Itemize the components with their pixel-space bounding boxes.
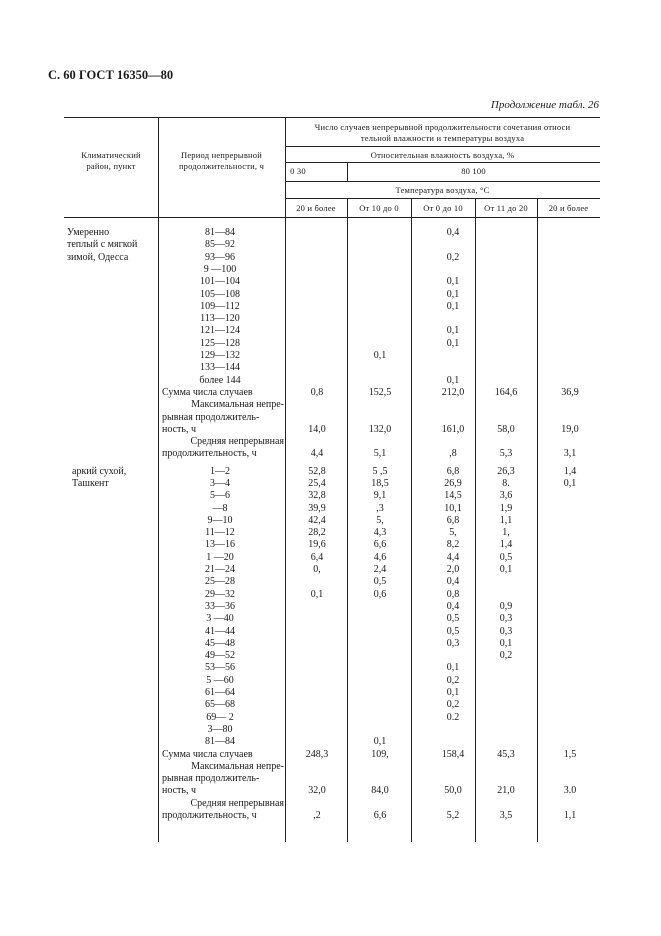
summary-value: 5,2 (446, 810, 460, 822)
region-label: аркий сухой, (72, 465, 127, 477)
value-cell: 8,2 (446, 539, 460, 551)
summary-label: Максимальная непре- (191, 399, 284, 411)
value-cell: 0,1 (446, 300, 460, 312)
humidity-high: 80 100 (461, 166, 486, 176)
summary-value: 152,5 (368, 386, 392, 398)
summary-value: 36,9 (561, 386, 579, 398)
summary-label: Сумма числа случаев (162, 748, 253, 760)
period-cell: 1 —20 (206, 551, 234, 563)
period-cell: 121—124 (200, 325, 240, 337)
summary-value: 58,0 (497, 423, 515, 435)
summary-value: 1,1 (563, 810, 577, 822)
value-cell: 0,1 (563, 477, 577, 489)
value-cell: 1,4 (563, 465, 577, 477)
subheader-rule (285, 198, 600, 199)
value-cell: 0,3 (499, 613, 513, 625)
summary-value: 19,0 (561, 423, 579, 435)
region-label: Умеренно (67, 227, 110, 238)
value-cell: 8. (502, 477, 510, 489)
summary-value: 158,4 (441, 748, 465, 760)
value-cell: 18,5 (371, 477, 389, 489)
period-header-line1: Период непрерывной (181, 150, 262, 160)
period-cell: 33—36 (205, 600, 235, 612)
summary-label: ность, ч (162, 785, 196, 797)
col-rule-3 (537, 198, 538, 842)
value-cell: 0,1 (446, 687, 460, 699)
value-cell: 0,4 (446, 227, 460, 238)
region-header-line1: Климатический (81, 150, 141, 160)
period-cell: 5—6 (210, 490, 230, 502)
period-cell: 113—120 (200, 313, 240, 325)
value-cell: 14,5 (444, 490, 462, 502)
period-cell: 65—68 (205, 699, 235, 711)
value-cell: 2,4 (373, 564, 387, 576)
subheader-col-0: 20 и более (296, 203, 336, 213)
value-cell: 0, (313, 564, 321, 576)
col-rule-0 (347, 198, 348, 842)
period-cell: 129—132 (200, 350, 240, 361)
value-cell: 5, (376, 514, 384, 526)
summary-value: 50,0 (444, 785, 462, 797)
summary-label: Средняя непрерывная (190, 436, 284, 448)
subheader-col-1: От 10 до 0 (359, 203, 399, 213)
summary-value: 1,5 (563, 748, 577, 760)
humidity-values-rule (285, 162, 600, 163)
value-cell: 0,5 (499, 551, 513, 563)
period-cell: 53—56 (205, 662, 235, 674)
value-cell: 1,4 (499, 539, 513, 551)
period-cell: 45—48 (205, 637, 235, 649)
period-cell: 105—108 (200, 288, 240, 300)
value-cell: 0,2 (499, 650, 513, 662)
value-cell: 4,6 (373, 551, 387, 563)
value-cell: 0,2 (446, 674, 460, 686)
value-cell: 6,6 (373, 539, 387, 551)
value-cell: 0,3 (446, 637, 460, 649)
period-cell: 25—28 (205, 576, 235, 588)
value-cell: 5, (449, 527, 457, 539)
period-cell: 61—64 (205, 687, 235, 699)
summary-value: 5,3 (499, 448, 513, 460)
value-cell: 0,1 (373, 350, 387, 361)
period-cell: 101—104 (200, 276, 240, 288)
subheader-col-3: От 11 до 20 (484, 203, 528, 213)
summary-label: продолжительность, ч (162, 810, 257, 822)
summary-value: 3,5 (499, 810, 513, 822)
summary-label: продолжительность, ч (162, 448, 257, 460)
value-cell: 25,4 (308, 477, 326, 489)
period-cell: 9 —100 (203, 263, 237, 275)
summary-value: 84,0 (371, 785, 389, 797)
value-cell: 26,3 (497, 465, 515, 477)
value-cell: 0,1 (499, 637, 513, 649)
summary-value: 3,1 (563, 448, 577, 460)
subheader-col-2: От 0 до 10 (423, 203, 463, 213)
value-cell: 6,8 (446, 514, 460, 526)
value-cell: 5 ,5 (372, 465, 388, 477)
period-cell: 9—10 (207, 514, 233, 526)
col-rule-region (158, 117, 159, 842)
period-header-line2: продолжительности, ч (178, 161, 265, 171)
value-cell: 0,9 (499, 600, 513, 612)
temperature-rule (285, 181, 600, 182)
summary-value: ,8 (449, 448, 457, 460)
value-cell: 4,4 (446, 551, 460, 563)
period-cell: 29—32 (205, 588, 235, 600)
humidity-rule (285, 146, 600, 147)
group-title-line1: Число случаев непрерывной продолжительности сочетания относи (314, 122, 571, 132)
region-label: зимой, Одесса (67, 251, 129, 263)
page-header: С. 60 ГОСТ 16350—80 (48, 68, 174, 82)
value-cell: 0,1 (446, 337, 460, 349)
value-cell: 6,4 (310, 551, 324, 563)
period-cell: 125—128 (200, 337, 240, 349)
summary-value: 32,0 (308, 785, 326, 797)
value-cell: 1,1 (499, 514, 513, 526)
period-cell: 49—52 (205, 650, 235, 662)
value-cell: 4,3 (373, 527, 387, 539)
region-label: теплый с мягкой (67, 239, 138, 251)
value-cell: 0,1 (446, 288, 460, 300)
header-bottom-rule (64, 217, 600, 218)
summary-value: 45,3 (497, 748, 515, 760)
value-cell: 0,1 (446, 325, 460, 337)
value-cell: 6,8 (446, 465, 460, 477)
summary-value: 3.0 (563, 785, 577, 797)
summary-value: 6,6 (373, 810, 387, 822)
value-cell: 0,1 (446, 374, 460, 386)
value-cell: 0,1 (446, 662, 460, 674)
value-cell: 0.2 (446, 711, 460, 723)
value-cell: 0,5 (446, 613, 460, 625)
period-cell: 81—84 (205, 736, 235, 748)
period-cell: 21—24 (205, 564, 235, 576)
value-cell: 26,9 (444, 477, 462, 489)
period-cell: 1—2 (210, 465, 230, 477)
value-cell: 0,1 (310, 588, 324, 600)
subheader-col-4: 20 и более (548, 203, 589, 213)
period-cell: 133—144 (200, 362, 240, 374)
period-cell: 11—12 (205, 527, 235, 539)
humidity-title: Относительная влажность воздуха, % (370, 150, 515, 160)
summary-value: 164,6 (494, 386, 518, 398)
period-cell: 69— 2 (206, 711, 234, 723)
col-rule-1 (411, 198, 412, 842)
period-cell: 3—4 (210, 477, 230, 489)
value-cell: 0,5 (446, 625, 460, 637)
value-cell: 0,3 (499, 625, 513, 637)
value-cell: 32,8 (308, 490, 326, 502)
period-cell: 85—92 (205, 239, 235, 251)
value-cell: 0,1 (499, 564, 513, 576)
period-cell: 41—44 (205, 625, 235, 637)
value-cell: ,3 (376, 502, 384, 514)
value-cell: 0,1 (446, 276, 460, 288)
table-top-rule (64, 117, 600, 118)
summary-label: Максимальная непре- (191, 760, 284, 772)
value-cell: 0,4 (446, 576, 460, 588)
period-cell: 81—84 (205, 227, 235, 238)
period-cell: 5 —60 (206, 674, 234, 686)
value-cell: 10,1 (444, 502, 462, 514)
summary-value: 14,0 (308, 423, 326, 435)
value-cell: 1, (502, 527, 510, 539)
period-cell: 109—112 (200, 300, 240, 312)
value-cell: 0,2 (446, 699, 460, 711)
summary-value: 161,0 (441, 423, 465, 435)
summary-label: Сумма числа случаев (162, 386, 253, 398)
value-cell: 2,0 (446, 564, 460, 576)
summary-value: 0,8 (310, 386, 324, 398)
value-cell: 3,6 (499, 490, 513, 502)
value-cell: 42,4 (308, 514, 326, 526)
value-cell: 0,8 (446, 588, 460, 600)
value-cell: 9,1 (373, 490, 387, 502)
col-rule-period (285, 117, 286, 842)
value-cell: 28,2 (308, 527, 326, 539)
summary-value: 212,0 (441, 386, 465, 398)
value-cell: 0,4 (446, 600, 460, 612)
value-cell: 19,6 (308, 539, 326, 551)
value-cell: 0,2 (446, 251, 460, 263)
summary-label: ность, ч (162, 423, 196, 435)
summary-label: рывная продолжитель- (162, 773, 260, 785)
summary-value: 4,4 (310, 448, 324, 460)
value-cell: 0,6 (373, 588, 387, 600)
humidity-low: 0 30 (290, 166, 306, 176)
period-cell: 3 —40 (206, 613, 234, 625)
period-cell: 13—16 (205, 539, 235, 551)
value-cell: 0,1 (373, 736, 387, 748)
summary-value: ,2 (313, 810, 321, 822)
summary-label: Средняя непрерывная (190, 797, 284, 809)
group-title-line2: тельной влажности и температуры воздуха (360, 133, 525, 143)
summary-value: 5,1 (373, 448, 387, 460)
value-cell: 52,8 (308, 465, 326, 477)
temperature-title: Температура воздуха, °С (395, 185, 490, 195)
period-cell: 3—80 (207, 723, 233, 735)
period-cell: более 144 (199, 374, 241, 386)
summary-value: 132,0 (368, 423, 392, 435)
table-continuation-note: Продолжение табл. 26 (490, 99, 599, 111)
summary-label: рывная продолжитель- (162, 411, 260, 423)
summary-value: 109, (371, 748, 389, 760)
value-cell: 1,9 (499, 502, 513, 514)
region-label: Ташкент (72, 477, 109, 489)
period-cell: 93—96 (205, 251, 235, 263)
region-header-line2: район, пункт (86, 161, 136, 171)
summary-value: 248,3 (305, 748, 329, 760)
value-cell: 39,9 (308, 502, 326, 514)
summary-value: 21,0 (497, 785, 515, 797)
period-cell: —8 (212, 502, 228, 514)
value-cell: 0,5 (373, 576, 387, 588)
